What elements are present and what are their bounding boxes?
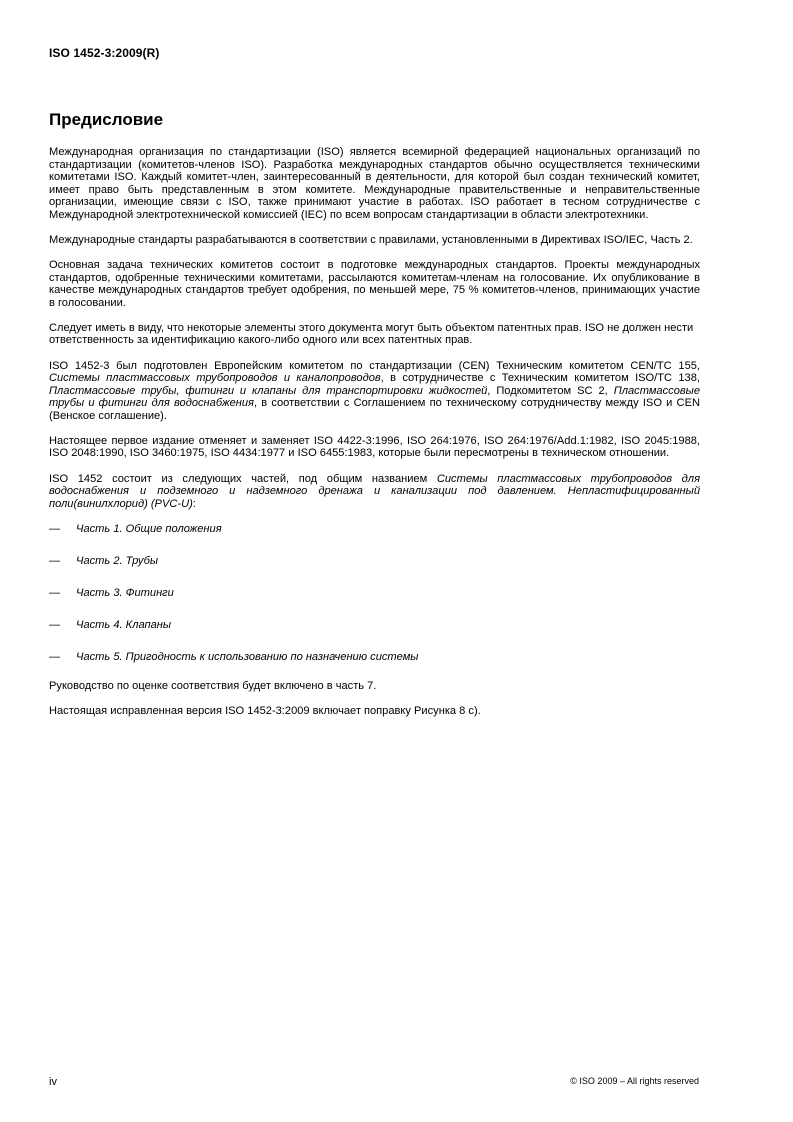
dash-marker: —: [49, 587, 61, 600]
list-item-text: Часть 2. Трубы: [76, 555, 159, 568]
paragraph-conformity-guide: Руководство по оценке соответствия будет включено в часть 7.: [49, 679, 377, 692]
list-item: [49, 619, 700, 632]
preparation-subcommittee-title: Пластмассовые трубы и фитинги для водоснабжения: [49, 384, 700, 410]
page-title: Предисловие: [49, 110, 164, 129]
list-item: [49, 523, 700, 536]
dash-marker: —: [49, 651, 61, 664]
list-item: [49, 555, 700, 568]
preparation-text-3: , Подкомитетом SC 2,: [487, 384, 614, 397]
list-item-text: Часть 4. Клапаны: [76, 619, 172, 632]
preparation-committee-title-2: Пластмассовые трубы, фитинги и клапаны для транспортировки жидкостей: [49, 384, 488, 397]
preparation-text-2: , в сотрудничестве с Техническим комитетом ISO/TC 138,: [380, 372, 700, 385]
paragraph-corrected-version: Настоящая исправленная версия ISO 1452-3:2009 включает поправку Рисунка 8 c).: [49, 705, 481, 718]
paragraph-edition-replaces: Настоящее первое издание отменяет и заменяет ISO 4422-3:1996, ISO 264:1976, ISO 264:1976/Add.1:1982, ISO 2045:1988, ISO 2048:1990, ISO 3460:1975, ISO 4434:1977 и ISO 6455:1983, которые были пересмотрены в техническом отношении.: [49, 434, 700, 460]
page-number: iv: [49, 1076, 57, 1088]
paragraph-committee-tasks: Основная задача технических комитетов состоит в подготовке международных стандартов. Проекты международных стандартов, одобренные техническими комитетами, рассылаются комитетам-членам на голосование. Их опубликование в качестве международных стандартов требует одобрения, по меньшей мере, 75 % комитетов-членов, принимающих участие в голосовании.: [49, 259, 700, 309]
preparation-text-1: ISO 1452-3 был подготовлен Европейским комитетом по стандартизации (CEN) Техническим комитетом CEN/TC 155,: [49, 359, 700, 372]
dash-marker: —: [49, 619, 61, 632]
paragraph-patent-rights: Следует иметь в виду, что некоторые элементы этого документа могут быть объектом патентных прав. ISO не должен нести ответственность за идентификацию какого-либо одного или всех патентных прав.: [49, 321, 694, 347]
paragraph-preparation: [49, 360, 700, 423]
dash-marker: —: [49, 555, 61, 568]
foreword-body: [49, 146, 700, 731]
parts-intro-text: ISO 1452 состоит из следующих частей, под общим названием: [49, 472, 437, 485]
paragraph-directives: Международные стандарты разрабатываются в соответствии с правилами, установленными в Директивах ISO/IEC, Часть 2.: [49, 233, 693, 246]
paragraph-parts-intro: [49, 473, 700, 511]
preparation-committee-title-1: Системы пластмассовых трубопроводов и каналопроводов: [49, 372, 381, 385]
list-item-text: Часть 5. Пригодность к использованию по назначению системы: [76, 651, 419, 664]
copyright-notice: © ISO 2009 – All rights reserved: [570, 1076, 699, 1086]
preparation-text-4: , в соответствии с Соглашением по техническому сотрудничеству между ISO и CEN (Венское соглашение).: [49, 397, 700, 422]
list-item-text: Часть 1. Общие положения: [76, 523, 222, 536]
list-item: [49, 651, 700, 664]
document-id-header: ISO 1452-3:2009(R): [49, 46, 160, 60]
parts-intro-colon: :: [192, 497, 196, 510]
list-item: [49, 587, 700, 600]
list-item-text: Часть 3. Фитинги: [76, 587, 174, 600]
parts-general-title: Системы пластмассовых трубопроводов для водоснабжения и подземного и надземного дренажа и канализации под давлением. Непластифицированный поли(винилхлорид) (PVC-U): [49, 472, 700, 510]
paragraph-iso-intro: Международная организация по стандартизации (ISO) является всемирной федерацией национальных организаций по стандартизации (комитетов-членов ISO). Разработка международных стандартов обычно осуществляется техническими комитетами ISO. Каждый комитет-член, заинтересованный в деятельности, для которой был создан технический комитет, имеет право быть представленным в этом комитете. Международные правительственные и неправительственные организации, имеющие связи с ISO, также принимают участие в работах. ISO работает в тесном сотрудничестве с Международной электротехнической комиссией (IEC) по всем вопросам стандартизации в области электротехники.: [49, 146, 700, 221]
dash-marker: —: [49, 523, 61, 536]
parts-list: [49, 523, 700, 664]
